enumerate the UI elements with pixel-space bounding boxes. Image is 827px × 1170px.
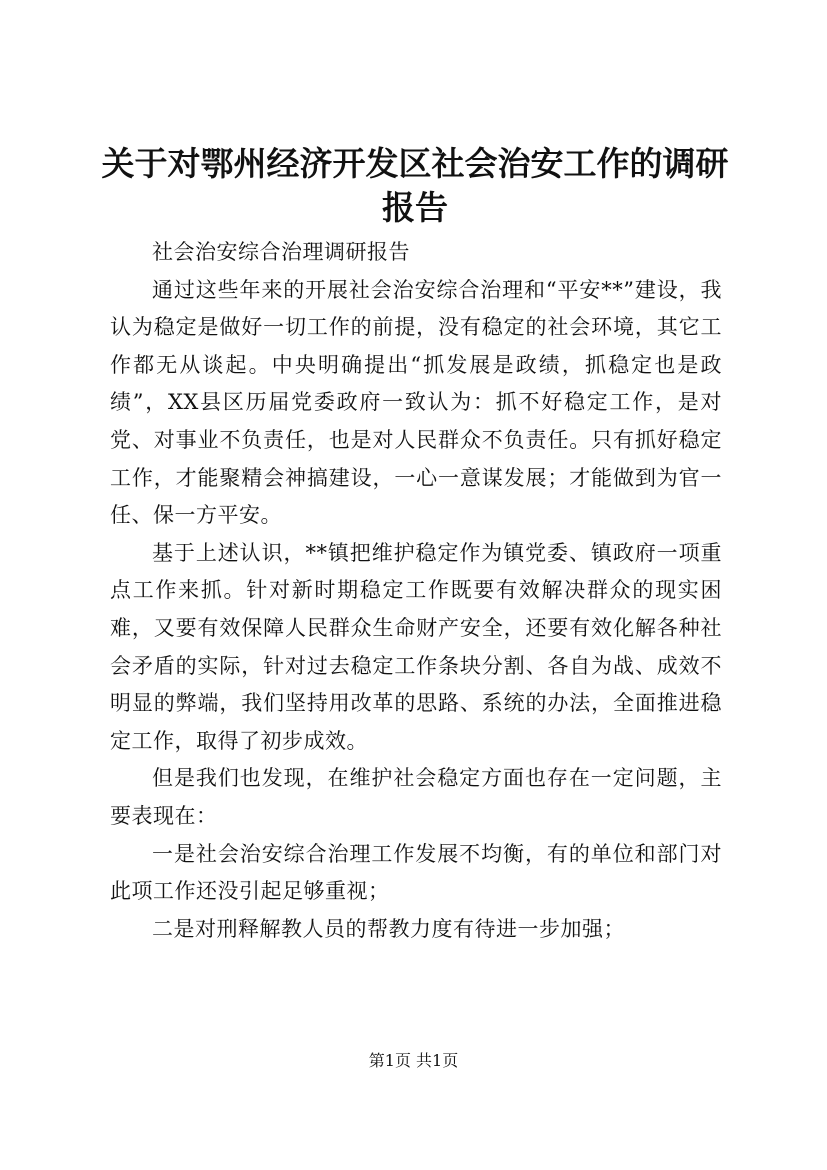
subtitle-paragraph: 社会治安综合治理调研报告 — [152, 240, 410, 264]
body-paragraph: 一是社会治安综合治理工作发展不均衡，有的单位和部门对此项工作还没引起足够重视； — [110, 841, 722, 904]
body-paragraph: 通过这些年来的开展社会治安综合治理和“平安**”建设，我认为稳定是做好一切工作的前提，没有稳定的社会环境，其它工作都无从谈起。中央明确提出“抓发展是政绩，抓稳定也是政绩”，XX县区历届党委政府一致认为：抓不好稳定工作，是对党、对事业不负责任，也是对人民群众不负责任。只有抓好稳定工作，才能聚精会神搞建设，一心一意谋发展；才能做到为官一任、保一方平安。 — [110, 277, 722, 528]
body-paragraph: 二是对刑释解教人员的帮教力度有待进一步加强； — [152, 916, 625, 941]
body-paragraph: 但是我们也发现，在维护社会稳定方面也存在一定问题，主要表现在： — [110, 766, 722, 828]
body-paragraph: 基于上述认识，**镇把维护稳定作为镇党委、镇政府一项重点工作来抓。针对新时期稳定工作既要有效解决群众的现实困难，又要有效保障人民群众生命财产安全，还要有效化解各种社会矛盾的实际，针对过去稳定工作条块分割、各自为战、成效不明显的弊端，我们坚持用改革的思路、系统的办法，全面推进稳定工作，取得了初步成效。 — [110, 540, 722, 753]
document-body — [110, 234, 722, 948]
document-title: 关于对鄂州经济开发区社会治安工作的调研报告 — [101, 144, 729, 227]
page-footer: 第1页 共1页 — [368, 1051, 459, 1070]
